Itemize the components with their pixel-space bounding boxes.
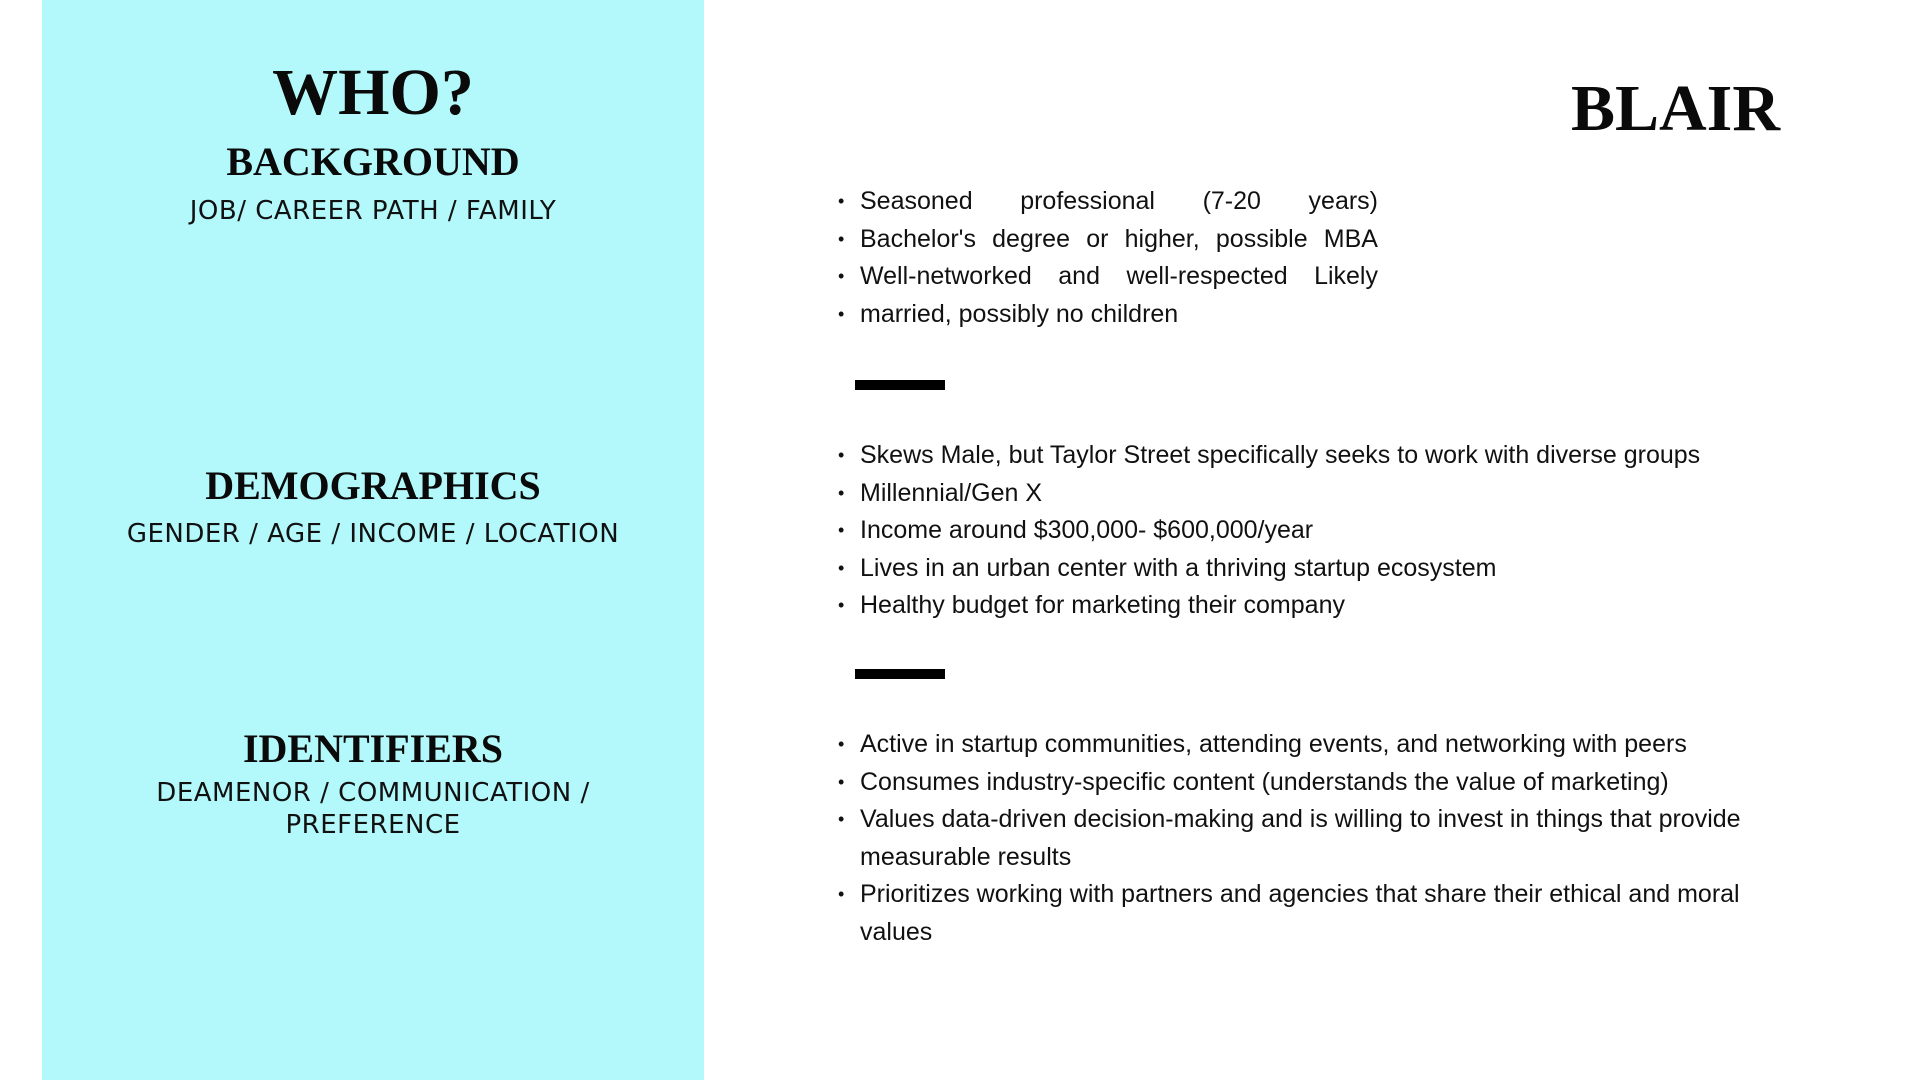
identifiers-subheading — [42, 777, 704, 841]
list-item: • Bachelor's degree or higher, possible MBA — [838, 221, 1378, 259]
list-item: • Seasoned professional (7-20 years) — [838, 183, 1378, 221]
list-item: • Prioritizes working with partners and agencies that share their ethical and moral values — [838, 876, 1798, 951]
list-item: • Consumes industry-specific content (understands the value of marketing) — [838, 764, 1798, 802]
persona-name: BLAIR — [1570, 72, 1780, 145]
list-item: • Active in startup communities, attending events, and networking with peers — [838, 726, 1798, 764]
who-heading: WHO? — [272, 56, 474, 129]
list-item: • Well-networked and well-respected Likely — [838, 258, 1378, 296]
demographics-list — [838, 437, 1798, 625]
section-divider — [855, 669, 945, 679]
identifiers-heading: IDENTIFIERS — [242, 726, 504, 771]
list-item: • Lives in an urban center with a thriving startup ecosystem — [838, 550, 1798, 588]
list-item: • married, possibly no children — [838, 296, 1378, 334]
section-divider — [855, 380, 945, 390]
background-subheading: JOB/ CAREER PATH / FAMILY — [189, 196, 557, 226]
list-item: • Skews Male, but Taylor Street specifically seeks to work with diverse groups — [838, 437, 1798, 475]
list-item: • Healthy budget for marketing their company — [838, 587, 1798, 625]
demographics-heading: DEMOGRAPHICS — [205, 463, 541, 508]
list-item: • Values data-driven decision-making and is willing to invest in things that provide measurable results — [838, 801, 1798, 876]
background-list — [838, 183, 1378, 333]
identifiers-subheading-line-1: DEAMENOR / COMMUNICATION / — [156, 778, 590, 808]
identifiers-list — [838, 726, 1798, 951]
list-item: • Income around $300,000- $600,000/year — [838, 512, 1798, 550]
identifiers-subheading-line-2: PREFERENCE — [285, 810, 461, 840]
left-panel — [42, 0, 704, 1080]
demographics-subheading: GENDER / AGE / INCOME / LOCATION — [126, 519, 620, 549]
background-heading: BACKGROUND — [226, 139, 520, 184]
list-item: • Millennial/Gen X — [838, 475, 1798, 513]
